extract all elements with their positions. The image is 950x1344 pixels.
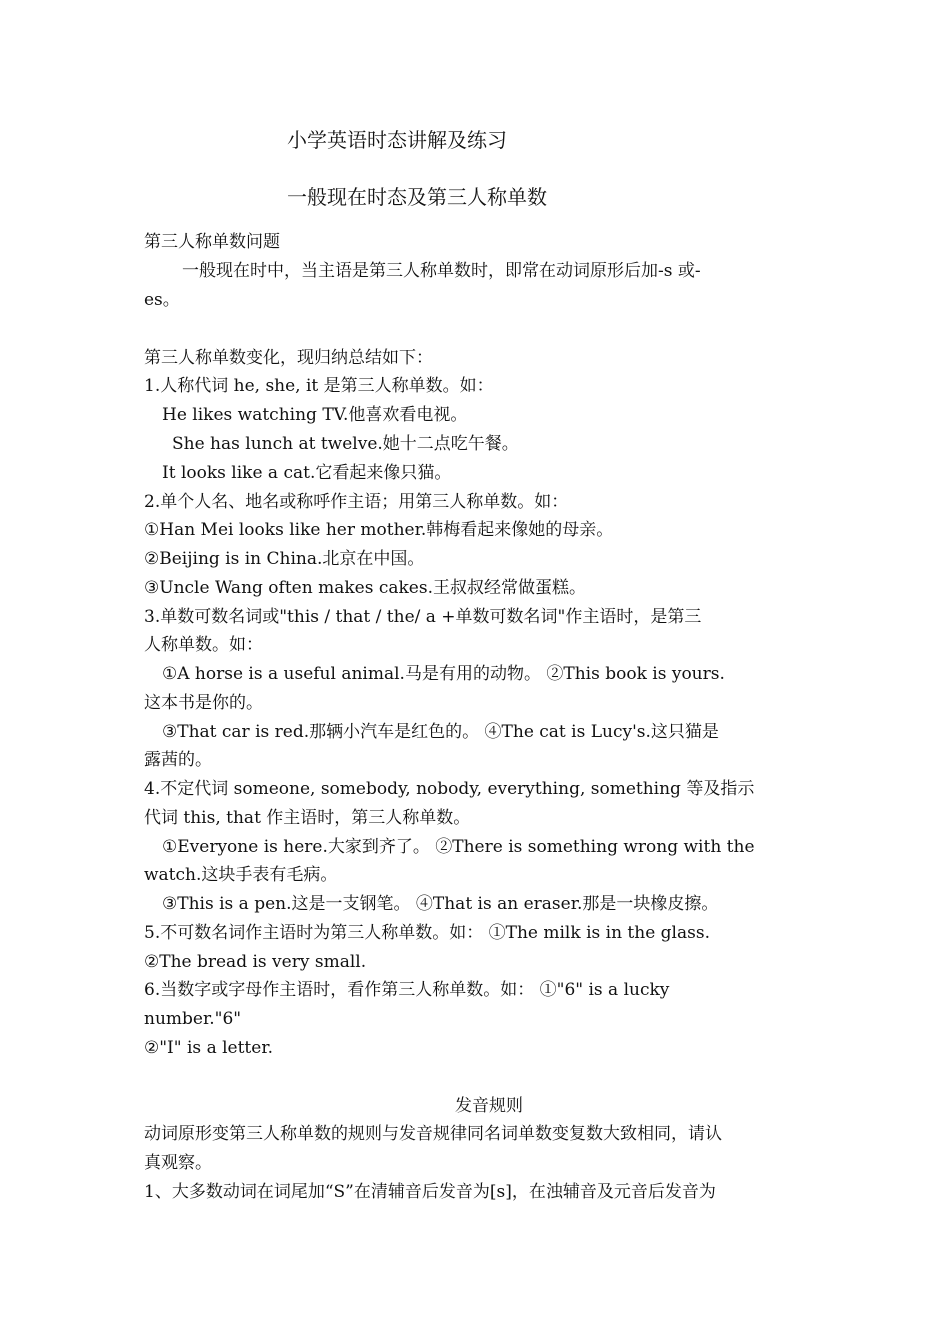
paragraph-line: 一般现在时中，当主语是第三人称单数时，即常在动词原形后加-s 或-: [182, 261, 701, 281]
paragraph-line: 1、大多数动词在词尾加“S”在清辅音后发音为[s]，在浊辅音及元音后发音为: [144, 1182, 716, 1202]
example-line: She has lunch at twelve.她十二点吃午餐。: [172, 434, 519, 454]
example-line: ③Uncle Wang often makes cakes.王叔叔经常做蛋糕。: [144, 578, 586, 598]
example-line: 露茜的。: [144, 750, 212, 770]
rule-item: 人称单数。如：: [144, 635, 263, 655]
example-line: ①Everyone is here.大家到齐了。 ②There is something wrong with the: [162, 837, 755, 857]
paragraph-heading: 第三人称单数变化，现归纳总结如下：: [144, 348, 433, 368]
example-line: He likes watching TV.他喜欢看电视。: [162, 405, 468, 425]
example-line: ①Han Mei looks like her mother.韩梅看起来像她的母亲。: [144, 520, 614, 540]
example-line: ①A horse is a useful animal.马是有用的动物。 ②This book is yours.: [162, 664, 725, 684]
rule-item: 1.人称代词 he, she, it 是第三人称单数。如：: [144, 376, 494, 396]
document-subtitle: 一般现在时态及第三人称单数: [287, 185, 547, 209]
example-line: It looks like a cat.它看起来像只猫。: [162, 463, 452, 483]
paragraph-heading: 第三人称单数问题: [144, 232, 280, 252]
document-title: 小学英语时态讲解及练习: [287, 128, 507, 152]
example-line: ②"I" is a letter.: [144, 1038, 273, 1058]
rule-item: 2.单个人名、地名或称呼作主语；用第三人称单数。如：: [144, 492, 569, 512]
section-title: 发音规则: [455, 1096, 523, 1116]
example-line: ②The bread is very small.: [144, 952, 367, 972]
rule-item: 4.不定代词 someone, somebody, nobody, everything, something 等及指示: [144, 779, 755, 799]
example-line: watch.这块手表有毛病。: [144, 865, 338, 885]
example-line: ③That car is red.那辆小汽车是红色的。 ④The cat is Lucy's.这只猫是: [162, 722, 719, 742]
example-line: ②Beijing is in China.北京在中国。: [144, 549, 425, 569]
paragraph-line: 真观察。: [144, 1153, 212, 1173]
example-line: ③This is a pen.这是一支钢笔。 ④That is an eraser.那是一块橡皮擦。: [162, 894, 719, 914]
paragraph-line: es。: [144, 290, 180, 310]
rule-item: 代词 this, that 作主语时，第三人称单数。: [144, 808, 471, 828]
rule-item: 6.当数字或字母作主语时，看作第三人称单数。如： ①"6" is a lucky: [144, 980, 670, 1000]
example-line: 这本书是你的。: [144, 693, 263, 713]
rule-item: 5.不可数名词作主语时为第三人称单数。如： ①The milk is in the glass.: [144, 923, 710, 943]
example-line: number."6": [144, 1009, 242, 1029]
paragraph-line: 动词原形变第三人称单数的规则与发音规律同名词单数变复数大致相同，请认: [144, 1124, 722, 1144]
rule-item: 3.单数可数名词或"this / that / the/ a +单数可数名词"作主语时，是第三: [144, 607, 702, 627]
